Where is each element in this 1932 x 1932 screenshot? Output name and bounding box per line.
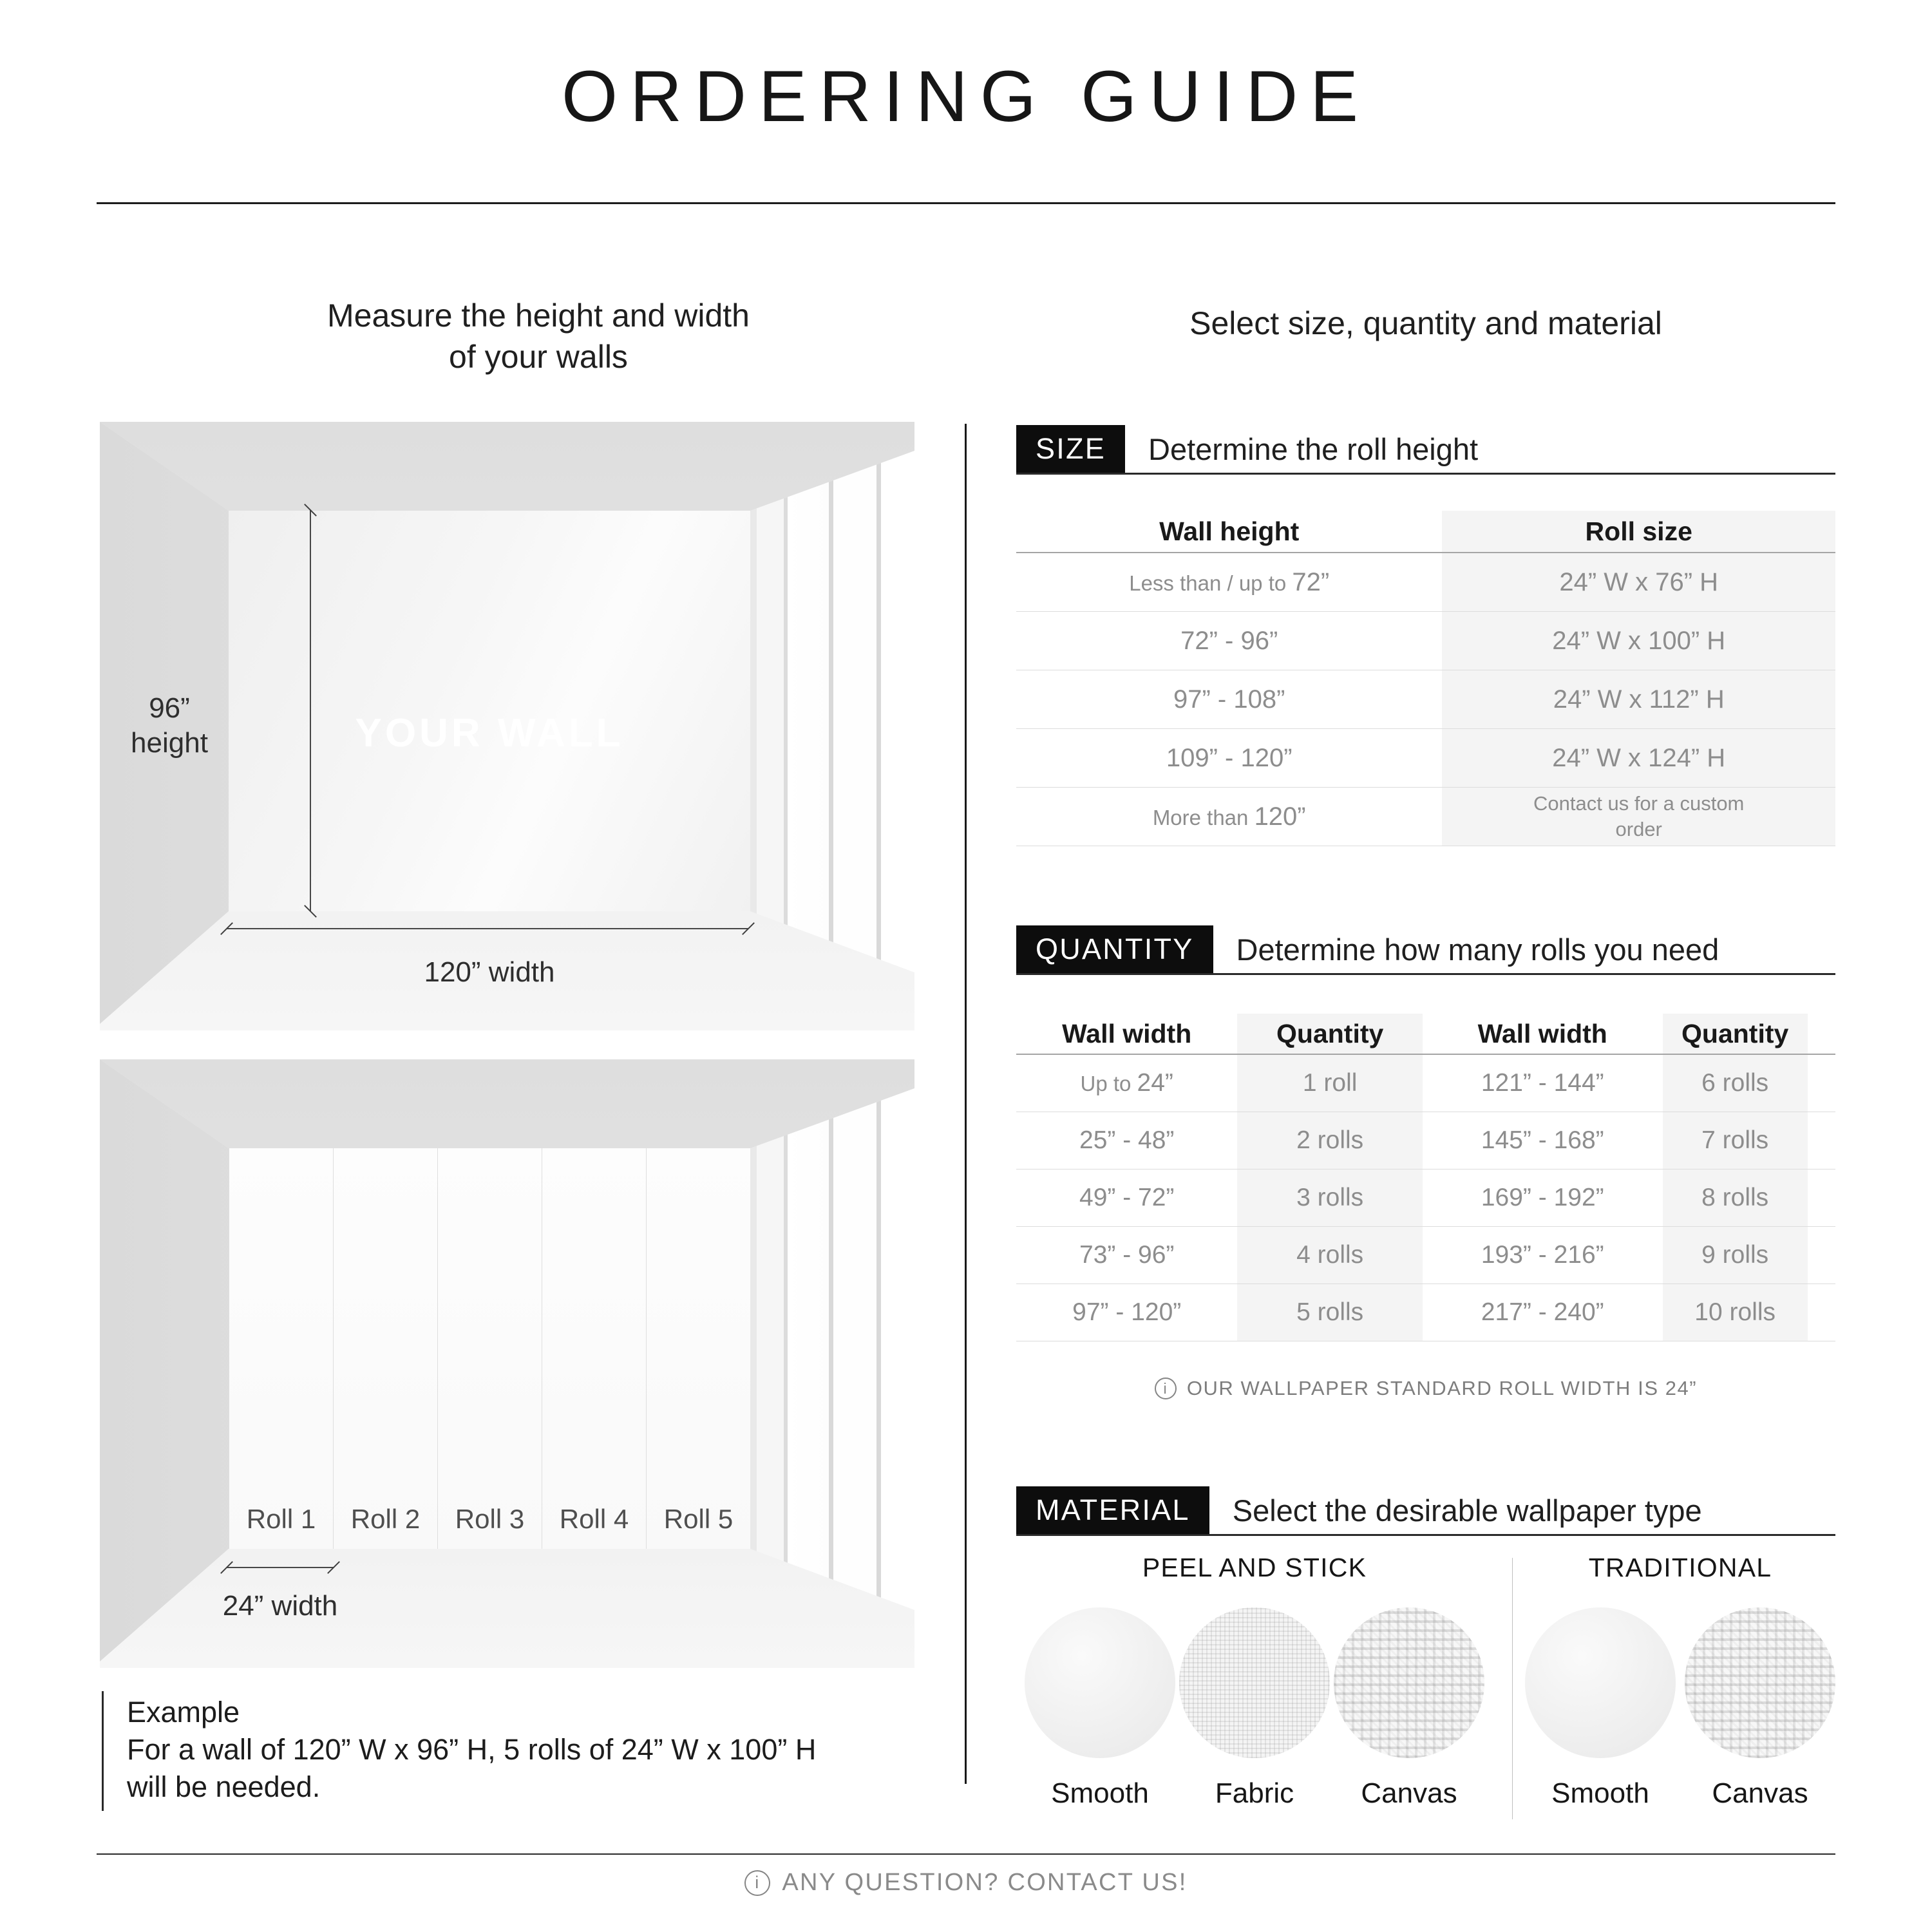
swatch-label: Fabric <box>1215 1777 1294 1809</box>
material-group-traditional <box>1525 1553 1835 1810</box>
size-table-row <box>1016 670 1835 729</box>
size-col-roll-size: Roll size <box>1442 511 1835 552</box>
height-dimension-line <box>310 510 311 911</box>
info-icon <box>744 1870 770 1896</box>
material-section <box>1016 1486 1835 1855</box>
room-illustration-measure <box>100 422 914 1030</box>
texture-swatch-circle <box>1525 1607 1676 1758</box>
width-dimension-label: 120” width <box>424 956 555 988</box>
quantity-col-wall-width-1: Wall width <box>1062 1018 1192 1048</box>
swatch-label: Canvas <box>1712 1777 1808 1809</box>
quantity-cell: 9 rolls <box>1663 1227 1808 1283</box>
size-tag: SIZE <box>1016 425 1125 473</box>
example-line1: For a wall of 120” W x 96” H, 5 rolls of 24” W x 100” H <box>127 1733 817 1766</box>
footer-divider <box>97 1853 1835 1855</box>
roll-size-cell: 24” W x 124” H <box>1442 729 1835 787</box>
texture-swatch-circle <box>1179 1607 1330 1758</box>
size-table-body <box>1016 553 1835 846</box>
material-section-title: Select the desirable wallpaper type <box>1232 1493 1702 1528</box>
wallpaper-roll-panel <box>333 1148 437 1549</box>
size-table-row <box>1016 612 1835 670</box>
quantity-cell: 6 rolls <box>1663 1055 1808 1112</box>
size-table-row <box>1016 553 1835 612</box>
quantity-cell: 5 rolls <box>1237 1284 1422 1341</box>
example-title: Example <box>127 1696 240 1728</box>
peel-and-stick-swatches <box>1016 1607 1493 1810</box>
material-swatch <box>1685 1607 1835 1810</box>
size-table-header-row <box>1016 511 1835 553</box>
quantity-col-quantity-1: Quantity <box>1237 1014 1422 1054</box>
quantity-cell: 1 roll <box>1237 1055 1422 1112</box>
page-title: ORDERING GUIDE <box>562 56 1370 137</box>
quantity-col-wall-width-2: Wall width <box>1477 1018 1607 1048</box>
size-section <box>1016 425 1835 846</box>
roll-size-cell: 24” W x 76” H <box>1442 553 1835 611</box>
wall-width-cell: 217” - 240” <box>1481 1298 1604 1326</box>
material-group-peel-and-stick <box>1016 1553 1493 1810</box>
left-heading-line2: of your walls <box>449 339 628 375</box>
wallpaper-roll-panel <box>229 1148 333 1549</box>
roll-size-cell: Contact us for a custom order <box>1442 788 1835 846</box>
roll-width-note <box>1016 1377 1835 1400</box>
wallpaper-roll-panel <box>646 1148 750 1549</box>
size-table-row <box>1016 788 1835 846</box>
quantity-cell: 8 rolls <box>1663 1170 1808 1226</box>
wall-height-cell: Less than / up to 72” <box>1129 567 1330 596</box>
roll-label: Roll 5 <box>663 1504 734 1534</box>
height-word: height <box>131 727 208 759</box>
wall-width-cell: 145” - 168” <box>1481 1126 1604 1154</box>
size-table-row <box>1016 729 1835 788</box>
height-value: 96” <box>149 692 190 724</box>
roll-size-cell: 24” W x 112” H <box>1442 670 1835 728</box>
quantity-cell: 4 rolls <box>1237 1227 1422 1283</box>
quantity-section-title: Determine how many rolls you need <box>1236 932 1719 967</box>
wall-width-cell: 73” - 96” <box>1079 1241 1175 1269</box>
quantity-section-header <box>1016 925 1835 975</box>
size-section-header <box>1016 425 1835 475</box>
quantity-cell: 7 rolls <box>1663 1112 1808 1169</box>
roll-label: Roll 4 <box>559 1504 629 1534</box>
quantity-cell: 10 rolls <box>1663 1284 1808 1341</box>
wallpaper-roll-panel <box>437 1148 542 1549</box>
room-illustration-rolls <box>100 1059 914 1668</box>
right-column-heading: Select size, quantity and material <box>1189 305 1662 341</box>
room-window <box>750 1088 914 1610</box>
filler-cell <box>1808 1227 1835 1283</box>
texture-swatch-circle <box>1025 1607 1175 1758</box>
material-groups <box>1016 1553 1835 1855</box>
texture-swatch-circle <box>1334 1607 1484 1758</box>
wall-width-cell: 25” - 48” <box>1079 1126 1175 1154</box>
quantity-cell: 3 rolls <box>1237 1170 1422 1226</box>
filler-cell <box>1808 1055 1835 1112</box>
filler-cell <box>1808 1112 1835 1169</box>
wall-height-cell: 109” - 120” <box>1166 743 1293 772</box>
swatch-label: Smooth <box>1051 1777 1149 1809</box>
size-table <box>1016 511 1835 846</box>
wallpaper-roll-panel <box>542 1148 646 1549</box>
quantity-table-header-row <box>1016 1014 1835 1055</box>
swatch-label: Smooth <box>1551 1777 1649 1809</box>
quantity-table-body <box>1016 1055 1835 1341</box>
wall-width-cell: 121” - 144” <box>1481 1069 1604 1097</box>
traditional-swatches <box>1525 1607 1835 1810</box>
width-dimension-line <box>227 928 748 929</box>
quantity-table-row <box>1016 1170 1835 1227</box>
filler-cell <box>1808 1170 1835 1226</box>
quantity-col-filler <box>1808 1014 1835 1054</box>
roll-width-dimension-label: 24” width <box>222 1590 338 1622</box>
example-line2: will be needed. <box>127 1770 321 1803</box>
size-col-wall-height: Wall height <box>1159 516 1300 546</box>
peel-and-stick-label: PEEL AND STICK <box>1142 1553 1367 1582</box>
quantity-table-row <box>1016 1112 1835 1170</box>
info-icon <box>1155 1378 1177 1399</box>
size-section-title: Determine the roll height <box>1148 431 1479 466</box>
your-wall-label: YOUR WALL <box>355 711 624 755</box>
wall-height-cell: 97” - 108” <box>1173 685 1285 714</box>
material-section-header <box>1016 1486 1835 1536</box>
roll-label: Roll 2 <box>350 1504 421 1534</box>
column-divider <box>965 424 967 1784</box>
wall-width-cell: 193” - 216” <box>1481 1241 1604 1269</box>
wall-height-cell: 72” - 96” <box>1180 626 1278 655</box>
title-divider <box>97 202 1835 204</box>
left-column-heading <box>161 295 916 377</box>
roll-width-note-text: OUR WALLPAPER STANDARD ROLL WIDTH IS 24” <box>1186 1377 1698 1399</box>
quantity-table-row <box>1016 1284 1835 1341</box>
material-swatch <box>1525 1607 1676 1810</box>
quantity-cell: 2 rolls <box>1237 1112 1422 1169</box>
contact-us-note[interactable] <box>0 1869 1932 1897</box>
material-swatch <box>1179 1607 1330 1810</box>
wallpaper-roll-panels <box>229 1148 750 1549</box>
contact-us-text[interactable]: ANY QUESTION? CONTACT US! <box>782 1869 1188 1896</box>
wall-width-cell: 49” - 72” <box>1079 1184 1175 1211</box>
quantity-tag: QUANTITY <box>1016 925 1213 973</box>
swatch-label: Canvas <box>1361 1777 1457 1809</box>
quantity-table-row <box>1016 1227 1835 1284</box>
wall-width-cell: 97” - 120” <box>1072 1298 1182 1326</box>
traditional-label: TRADITIONAL <box>1588 1553 1772 1582</box>
quantity-section <box>1016 925 1835 1400</box>
example-note <box>102 1691 900 1811</box>
roll-width-dimension-line <box>227 1567 334 1568</box>
roll-label: Roll 1 <box>246 1504 316 1534</box>
wall-width-cell: Up to 24” <box>1080 1069 1173 1097</box>
material-group-divider <box>1512 1558 1513 1819</box>
material-tag: MATERIAL <box>1016 1486 1209 1534</box>
left-heading-line1: Measure the height and width <box>327 298 750 334</box>
room-window <box>750 451 914 972</box>
roll-size-cell: 24” W x 100” H <box>1442 612 1835 670</box>
height-dimension-label <box>111 691 227 761</box>
wall-height-cell: More than 120” <box>1152 802 1306 831</box>
wall-width-cell: 169” - 192” <box>1481 1184 1604 1211</box>
material-swatch <box>1025 1607 1175 1810</box>
quantity-table-row <box>1016 1055 1835 1112</box>
filler-cell <box>1808 1284 1835 1341</box>
quantity-table <box>1016 1014 1835 1341</box>
quantity-col-quantity-2: Quantity <box>1663 1014 1808 1054</box>
material-swatch <box>1334 1607 1484 1810</box>
texture-swatch-circle <box>1685 1607 1835 1758</box>
roll-label: Roll 3 <box>455 1504 525 1534</box>
